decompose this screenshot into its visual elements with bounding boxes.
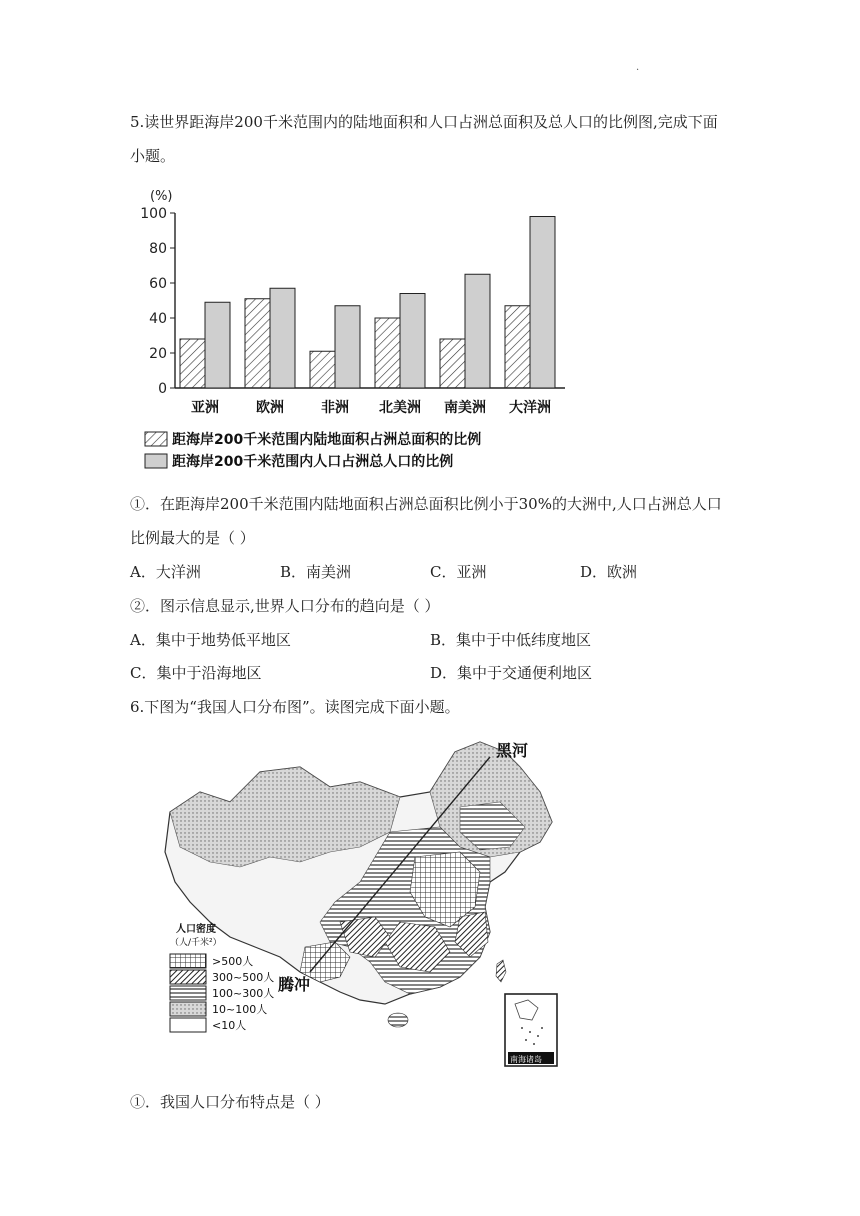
q5-stem-line2: 小题。 bbox=[130, 147, 176, 165]
x-category-label: 北美洲 bbox=[379, 400, 421, 416]
y-tick-label: 0 bbox=[158, 381, 167, 397]
legend-item-2: 300~500人 bbox=[212, 971, 275, 984]
y-tick-label: 40 bbox=[149, 311, 167, 327]
legend-title: 人口密度 bbox=[176, 924, 216, 935]
legend-swatch bbox=[145, 454, 167, 468]
legend-swatch bbox=[145, 432, 167, 446]
x-category-label: 非洲 bbox=[321, 400, 349, 416]
q5-sub1-line1: ①．在距海岸200千米范围内陆地面积占洲总面积比例小于30%的大洲中,人口占洲总人口 bbox=[130, 495, 722, 513]
legend-label: 距海岸200千米范围内陆地面积占洲总面积的比例 bbox=[172, 432, 482, 448]
bar-population bbox=[335, 306, 360, 388]
x-category-label: 大洋洲 bbox=[509, 400, 551, 416]
q5-sub2-line1: ②．图示信息显示,世界人口分布的趋向是（ ） bbox=[130, 597, 440, 615]
x-category-label: 南美洲 bbox=[444, 400, 486, 416]
q5-sub2-option-b[interactable]: B．集中于中低纬度地区 bbox=[430, 631, 592, 649]
hainan bbox=[388, 1013, 408, 1027]
q5-sub1-option-b[interactable]: B．南美洲 bbox=[280, 563, 352, 581]
bar-population bbox=[205, 302, 230, 388]
inset-label: 南海诸岛 bbox=[510, 1055, 542, 1064]
label-heihe: 黑河 bbox=[496, 741, 529, 760]
q5-sub1-option-a[interactable]: A．大洋洲 bbox=[130, 563, 201, 581]
bar-land-area bbox=[310, 351, 335, 388]
bar-land-area bbox=[505, 306, 530, 388]
bar-chart bbox=[130, 178, 570, 478]
legend-item-1: >500人 bbox=[212, 955, 254, 968]
legend-label: 距海岸200千米范围内人口占洲总人口的比例 bbox=[172, 454, 454, 470]
china-population-map bbox=[160, 732, 560, 1068]
bar-population bbox=[270, 288, 295, 388]
legend-item-3: 100~300人 bbox=[212, 987, 275, 1000]
bar-land-area bbox=[375, 318, 400, 388]
legend-unit: （人/千米²） bbox=[170, 938, 222, 948]
legend-item-4: 10~100人 bbox=[212, 1003, 268, 1016]
q5-sub1-option-c[interactable]: C．亚洲 bbox=[430, 563, 487, 581]
legend-items bbox=[170, 954, 274, 1032]
y-tick-label: 100 bbox=[140, 206, 167, 222]
x-category-label: 亚洲 bbox=[191, 400, 219, 416]
bar-population bbox=[530, 217, 555, 389]
taiwan bbox=[496, 960, 506, 982]
q6-sub1-line1: ①．我国人口分布特点是（ ） bbox=[130, 1093, 330, 1111]
bar-population bbox=[400, 294, 425, 389]
bar-land-area bbox=[245, 299, 270, 388]
bar-land-area bbox=[440, 339, 465, 388]
q5-sub2-option-d[interactable]: D．集中于交通便利地区 bbox=[430, 664, 593, 682]
y-tick-label: 80 bbox=[149, 241, 167, 257]
x-category-label: 欧洲 bbox=[256, 400, 284, 416]
q5-sub1-line2: 比例最大的是（ ） bbox=[130, 529, 255, 547]
y-axis-unit: (%) bbox=[150, 189, 173, 204]
y-tick-label: 20 bbox=[149, 346, 167, 362]
page-mark: . bbox=[636, 62, 640, 73]
q5-sub2-option-c[interactable]: C．集中于沿海地区 bbox=[130, 664, 262, 682]
south-china-sea-inset bbox=[505, 994, 557, 1066]
q5-stem-line1: 5.读世界距海岸200千米范围内的陆地面积和人口占洲总面积及总人口的比例图,完成下面 bbox=[130, 113, 718, 131]
legend-item-5: <10人 bbox=[212, 1019, 247, 1032]
q6-stem: 6.下图为“我国人口分布图”。读图完成下面小题。 bbox=[130, 698, 460, 716]
bar-population bbox=[465, 274, 490, 388]
q5-sub2-option-a[interactable]: A．集中于地势低平地区 bbox=[130, 631, 291, 649]
bar-land-area bbox=[180, 339, 205, 388]
label-tengchong: 腾冲 bbox=[278, 975, 311, 994]
q5-sub1-option-d[interactable]: D．欧洲 bbox=[580, 563, 638, 581]
y-tick-label: 60 bbox=[149, 276, 167, 292]
